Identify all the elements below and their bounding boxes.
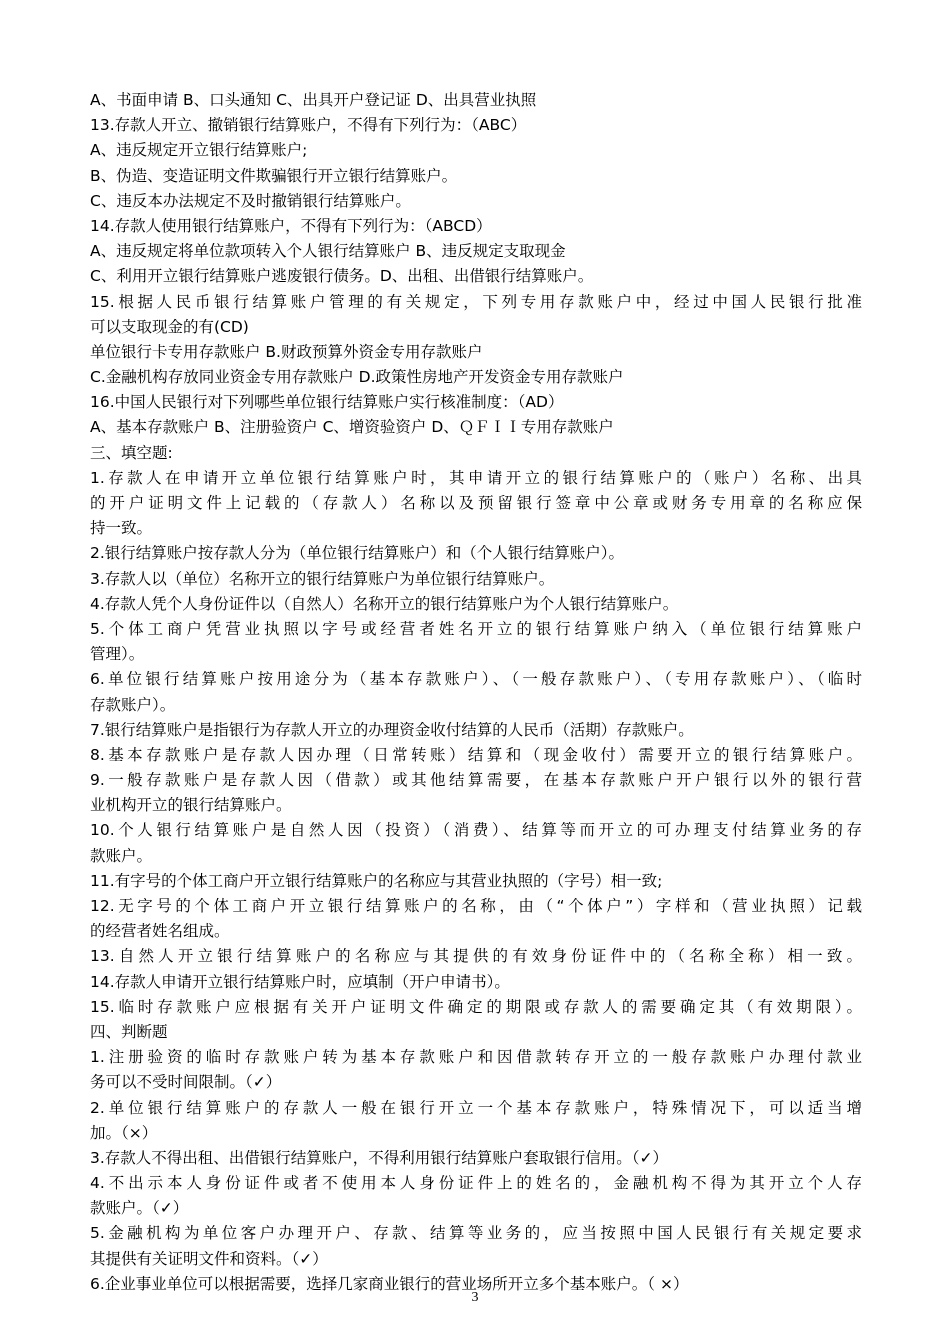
text-line: 15.临时存款账户应根据有关开户证明文件确定的期限或存款人的需要确定其（有效期限）。	[90, 997, 862, 1016]
text-line: 款账户。（✓）	[90, 1199, 189, 1218]
text-line: C.金融机构存放同业资金专用存款账户 D.政策性房地产开发资金专用存款账户	[90, 368, 624, 387]
text-line: 款账户。	[90, 846, 153, 865]
text-line: C、利用开立银行结算账户逃废银行债务。D、出租、出借银行结算账户。	[90, 267, 594, 286]
text-line: 13.自然人开立银行结算账户的名称应与其提供的有效身份证件中的（名称全称）相一致。	[90, 947, 862, 966]
text-line: 务可以不受时间限制。（✓）	[90, 1073, 282, 1092]
text-line: 单位银行卡专用存款账户 B.财政预算外资金专用存款账户	[90, 342, 483, 361]
text-line: 管理）。	[90, 645, 145, 664]
text-line: A、书面申请 B、口头通知 C、出具开户登记证 D、出具营业执照	[90, 91, 537, 109]
text-line: 5.金融机构为单位客户办理开户、存款、结算等业务的，应当按照中国人民银行有关规定要求	[90, 1224, 862, 1243]
text-line: 加。（×）	[90, 1123, 158, 1142]
page-number: 3	[471, 1290, 479, 1305]
text-line: A、违反规定开立银行结算账户;	[90, 141, 308, 160]
text-line: 14.存款人申请开立银行结算账户时，应填制（开户申请书）。	[90, 972, 510, 991]
document-body	[90, 88, 862, 1297]
text-line: 1.存款人在申请开立单位银行结算账户时，其申请开立的银行结算账户的（账户）名称、出具	[90, 468, 862, 487]
text-line: 6.企业事业单位可以根据需要，选择几家商业银行的营业场所开立多个基本账户。（ ×）	[90, 1274, 689, 1293]
text-line: 11.有字号的个体工商户开立银行结算账户的名称应与其营业执照的（字号）相一致;	[90, 871, 663, 890]
text-line: 16.中国人民银行对下列哪些单位银行结算账户实行核准制度：（AD）	[90, 393, 564, 412]
text-line: 6.单位银行结算账户按用途分为（基本存款账户）、（一般存款账户）、（专用存款账户）、（临时	[90, 670, 862, 689]
text-line: 其提供有关证明文件和资料。（✓）	[90, 1249, 328, 1268]
text-line: 5.个体工商户凭营业执照以字号或经营者姓名开立的银行结算账户纳入（单位银行结算账户	[90, 619, 862, 638]
text-line: 14.存款人使用银行结算账户，不得有下列行为：（ABCD）	[90, 216, 492, 235]
text-line: 三、填空题:	[90, 443, 173, 462]
text-line: 持一致。	[90, 519, 153, 538]
text-line: 15.根据人民币银行结算账户管理的有关规定，下列专用存款账户中，经过中国人民银行批准	[90, 292, 862, 311]
text-line: 可以支取现金的有(CD)	[90, 317, 249, 336]
text-line: A、基本存款账户 B、注册验资户 C、增资验资户 D、ＱＦＩＩ专用存款账户	[90, 418, 614, 437]
text-line: 10.个人银行结算账户是自然人因（投资）（消费）、结算等而开立的可办理支付结算业务的存	[90, 821, 862, 840]
text-line: A、违反规定将单位款项转入个人银行结算账户 B、违反规定支取现金	[90, 242, 566, 261]
text-line: 4.不出示本人身份证件或者不使用本人身份证件上的姓名的，金融机构不得为其开立个人存	[90, 1174, 862, 1193]
text-line: 13.存款人开立、撤销银行结算账户，不得有下列行为：（ABC）	[90, 116, 527, 135]
text-line: 四、判断题	[90, 1022, 168, 1041]
text-line: C、违反本办法规定不及时撤销银行结算账户。	[90, 191, 411, 210]
text-line: 业机构开立的银行结算账户。	[90, 796, 292, 815]
text-line: 12.无字号的个体工商户开立银行结算账户的名称，由（“个体户”）字样和（营业执照）记载	[90, 897, 862, 915]
text-line: 的开户证明文件上记载的（存款人）名称以及预留银行签章中公章或财务专用章的名称应保	[90, 494, 862, 512]
text-line: 3.存款人不得出租、出借银行结算账户，不得利用银行结算账户套取银行信用。（✓）	[90, 1148, 669, 1167]
text-line: 2.银行结算账户按存款人分为（单位银行结算账户）和（个人银行结算账户）。	[90, 544, 625, 563]
text-line: 8.基本存款账户是存款人因办理（日常转账）结算和（现金收付）需要开立的银行结算账户。	[90, 745, 862, 764]
text-line: 存款账户）。	[90, 695, 176, 714]
text-line: 1.注册验资的临时存款账户转为基本存款账户和因借款转存开立的一般存款账户办理付款业	[90, 1048, 862, 1067]
text-line: 2.单位银行结算账户的存款人一般在银行开立一个基本存款账户，特殊情况下，可以适当增	[90, 1098, 862, 1117]
text-line: 7.银行结算账户是指银行为存款人开立的办理资金收付结算的人民币（活期）存款账户。	[90, 720, 694, 739]
text-line: 9.一般存款账户是存款人因（借款）或其他结算需要，在基本存款账户开户银行以外的银行营	[90, 771, 862, 790]
text-line: 3.存款人以（单位）名称开立的银行结算账户为单位银行结算账户。	[90, 569, 555, 588]
text-line: 4.存款人凭个人身份证件以（自然人）名称开立的银行结算账户为个人银行结算账户。	[90, 594, 679, 613]
text-line: 的经营者姓名组成。	[90, 922, 230, 941]
text-line: B、伪造、变造证明文件欺骗银行开立银行结算账户。	[90, 166, 458, 185]
